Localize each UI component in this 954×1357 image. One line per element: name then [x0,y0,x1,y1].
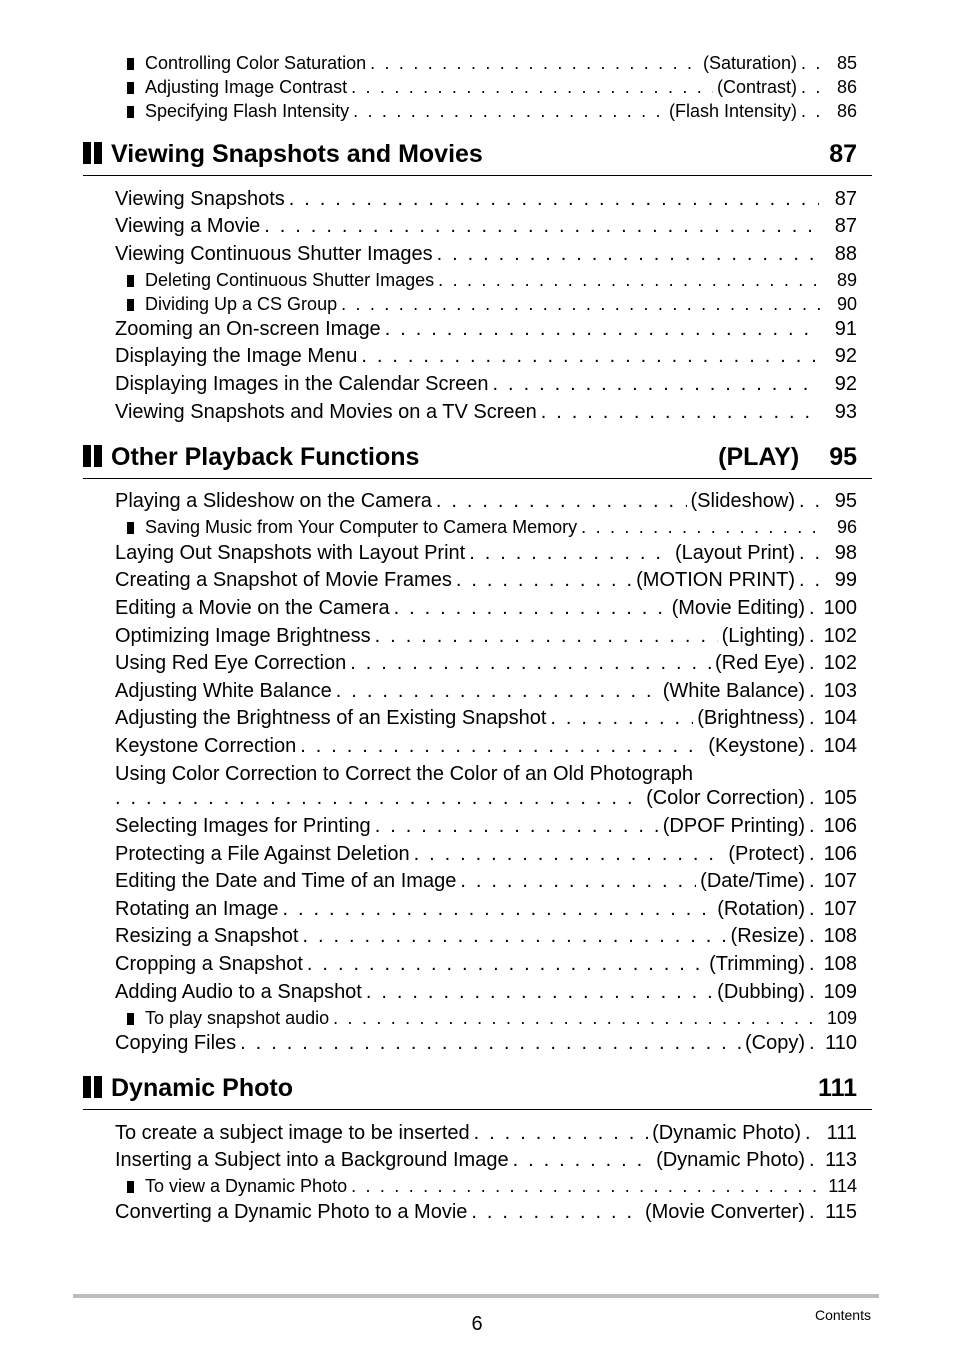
section-heading[interactable]: Dynamic Photo 111 [83,1074,857,1106]
bullet-icon [127,106,134,118]
section-divider [83,478,872,479]
toc-entry[interactable]: Resizing a Snapshot . . . (Resize) . . . 108 [115,925,857,951]
toc-entry[interactable]: Protecting a File Against Deletion . . . (Protect) . . . 106 [115,843,857,869]
bullet-icon [127,1181,134,1193]
toc-entry[interactable]: Adding Audio to a Snapshot . . . (Dubbing) . . . 109 [115,981,857,1007]
toc-entry[interactable]: Viewing Snapshots and Movies on a TV Screen . . . 93 [115,401,857,427]
toc-subentry[interactable]: Dividing Up a CS Group . . . 90 [127,294,857,318]
page-number: 6 [471,1313,483,1335]
toc-subentry[interactable]: Deleting Continuous Shutter Images . . . 89 [127,270,857,294]
toc-entry[interactable]: Adjusting White Balance . . . (White Balance) . . . 103 [115,680,857,706]
bullet-icon [127,299,134,311]
toc-entry[interactable]: Optimizing Image Brightness . . . (Lighting) . . . 102 [115,625,857,651]
toc-entry[interactable]: Editing the Date and Time of an Image . . . (Date/Time) . . . 107 [115,870,857,896]
section-heading[interactable]: Viewing Snapshots and Movies 87 [83,140,857,172]
toc-subentry[interactable]: Controlling Color Saturation . . . (Saturation) . . . 85 [127,53,857,77]
toc-entry[interactable]: Selecting Images for Printing . . . (DPOF Printing) . . . 106 [115,815,857,841]
toc-entry[interactable]: Creating a Snapshot of Movie Frames . . . (MOTION PRINT) . . . 99 [115,569,857,595]
section-marker-icon [83,445,102,467]
toc-entry-title[interactable]: Using Color Correction to Correct the Color of an Old Photograph [115,763,694,785]
toc-entry[interactable]: Viewing Continuous Shutter Images . . . 88 [115,243,857,269]
toc-entry[interactable]: Displaying Images in the Calendar Screen . . . 92 [115,373,857,399]
toc-entry[interactable]: To create a subject image to be inserted . . . (Dynamic Photo) . . . 111 [115,1122,857,1148]
toc-subentry[interactable]: Saving Music from Your Computer to Camera Memory . . . 96 [127,517,857,541]
bullet-icon [127,275,134,287]
toc-entry[interactable]: Rotating an Image . . . (Rotation) . . . 107 [115,898,857,924]
toc-entry[interactable]: Adjusting the Brightness of an Existing Snapshot . . . (Brightness) . . . 104 [115,707,857,733]
toc-subentry[interactable]: To view a Dynamic Photo . . . 114 [127,1176,857,1200]
toc-entry[interactable]: Inserting a Subject into a Background Image . . . (Dynamic Photo) . . . 113 [115,1149,857,1175]
toc-entry[interactable]: Editing a Movie on the Camera . . . (Movie Editing) . . . 100 [115,597,857,623]
toc-entry[interactable]: Keystone Correction . . . (Keystone) . . . 104 [115,735,857,761]
toc-subentry[interactable]: To play snapshot audio . . . 109 [127,1008,857,1032]
toc-entry[interactable]: Viewing Snapshots . . . 87 [115,188,857,214]
toc-entry[interactable]: Laying Out Snapshots with Layout Print . . . (Layout Print) . . . 98 [115,542,857,568]
toc-entry[interactable]: Playing a Slideshow on the Camera . . . (Slideshow) . . . 95 [115,490,857,516]
toc-entry[interactable]: Using Red Eye Correction . . . (Red Eye) . . . 102 [115,652,857,678]
toc-subentry[interactable]: Specifying Flash Intensity . . . (Flash Intensity) . . . 86 [127,101,857,125]
toc-entry[interactable]: Copying Files . . . (Copy) . . . 110 [115,1032,857,1058]
section-marker-icon [83,142,102,164]
toc-entry[interactable]: Zooming an On-screen Image . . . 91 [115,318,857,344]
footer-label[interactable]: Contents [814,1307,871,1323]
bullet-icon [127,1013,134,1025]
bullet-icon [127,82,134,94]
toc-entry-continued[interactable]: . . . (Color Correction) . . . 105 [115,787,857,813]
section-marker-icon [83,1076,102,1098]
toc-subentry[interactable]: Adjusting Image Contrast . . . (Contrast) . . . 86 [127,77,857,101]
toc-entry[interactable]: Viewing a Movie . . . 87 [115,215,857,241]
toc-entry[interactable]: Converting a Dynamic Photo to a Movie . . . (Movie Converter) . . . 115 [115,1201,857,1227]
bullet-icon [127,522,134,534]
section-heading[interactable]: Other Playback Functions (PLAY) 95 [83,443,857,475]
bullet-icon [127,58,134,70]
toc-entry[interactable]: Displaying the Image Menu . . . 92 [115,345,857,371]
section-divider [83,175,872,176]
footer-divider [73,1294,879,1298]
section-divider [83,1109,872,1110]
toc-entry[interactable]: Cropping a Snapshot . . . (Trimming) . . . 108 [115,953,857,979]
